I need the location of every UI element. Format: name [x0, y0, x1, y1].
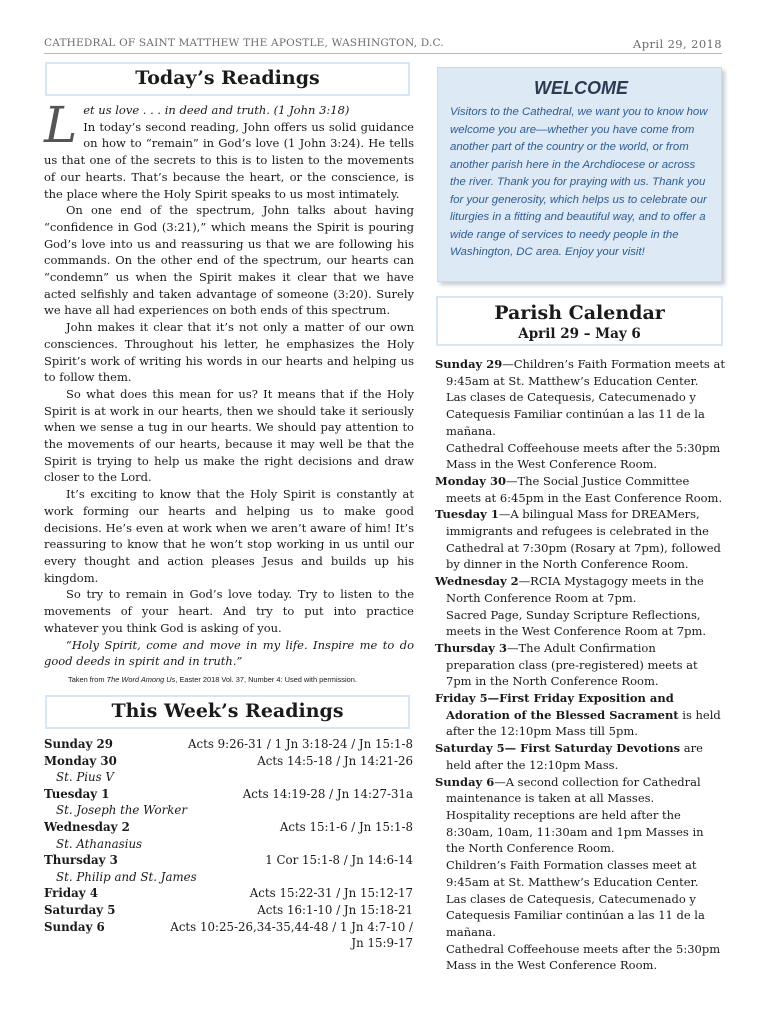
feast-saint: St. Philip and St. James — [56, 869, 197, 884]
credit-publication: The Word Among Us — [106, 674, 176, 684]
reading-day: Saturday 5 — [44, 902, 116, 917]
article-paragraph-5: It’s exciting to know that the Holy Spirit is constantly at work forming our hearts and helping us to make good decisions. He’s even at work when we aren’t aware of him! It’s reassuring to know that he won’t stop working in us until our every thought and action pleases Jesus and builds up his kingdom. — [44, 487, 414, 585]
calendar-entry-sunday-29 — [435, 356, 725, 389]
article-paragraph-2: On one end of the spectrum, John talks about having “confidence in God (3:21),” which means the Spirit is pouring God’s love into us and reassuring us that we are following his commands. On the other end of the spectrum, our hearts can “condemn” us when the Spirit makes it clear that we have acted selfishly and taken advantage of someone (3:20). Surely we have all had experiences on both ends of this spectrum. — [44, 203, 414, 318]
week-readings-heading — [45, 695, 410, 729]
calendar-day: Saturday 5 — [435, 741, 505, 756]
calendar-event-title: — First Saturday Devotions — [504, 741, 681, 756]
reading-citation: Acts 14:5-18 / Jn 14:21-26 — [257, 753, 413, 768]
calendar-day: Thursday 3 — [435, 640, 507, 655]
calendar-entry-monday-30 — [435, 473, 725, 506]
feast-saint: St. Athanasius — [56, 836, 143, 851]
calendar-entry-wednesday-2 — [435, 573, 725, 606]
week-readings-title: This Week’s Readings — [111, 700, 344, 722]
calendar-entry-friday-5 — [435, 690, 725, 740]
credit-text-a: Taken from — [68, 674, 107, 684]
header-rule — [44, 53, 722, 54]
feast-saint: St. Joseph the Worker — [56, 803, 187, 818]
reading-citation: Acts 15:1-6 / Jn 15:1-8 — [279, 819, 413, 834]
reading-day: Friday 4 — [44, 886, 98, 901]
calendar-entry-wednesday-2-cont: Sacred Page, Sunday Scripture Reflections, meets in the West Conference Room at 7pm. — [446, 607, 707, 639]
calendar-entry-sunday-6-cont-2: Children’s Faith Formation classes meet at 9:45am at St. Matthew’s Education Center. — [446, 858, 699, 889]
reading-day: Wednesday 2 — [44, 819, 130, 834]
reading-citation: Acts 14:19-28 / Jn 14:27-31a — [242, 786, 413, 801]
parish-calendar-list — [435, 356, 725, 974]
todays-readings-title: Today’s Readings — [135, 67, 320, 89]
reading-row — [44, 885, 413, 902]
reading-row — [44, 736, 413, 753]
reading-day: Sunday 29 — [44, 737, 113, 751]
closing-prayer: “Holy Spirit, come and move in my life. Inspire me to do good deeds in spirit and in truth.” — [44, 637, 414, 669]
article-credit — [68, 672, 414, 689]
bulletin-date: April 29, 2018 — [633, 37, 722, 51]
credit-text-b: , Easter 2018 Vol. 37, Number 4: Used with permission. — [175, 674, 357, 684]
calendar-day: Sunday 29 — [435, 357, 503, 371]
reading-day: Sunday 6 — [44, 919, 105, 934]
reading-day: Tuesday 1 — [44, 786, 110, 801]
reading-citation: Acts 15:22-31 / Jn 15:12-17 — [249, 886, 413, 901]
article-paragraph-3: John makes it clear that it’s not only a matter of our own consciences. Throughout his letter, he emphasizes the Holy Spirit’s work of writing his words in our hearts and helping us to follow them. — [44, 320, 414, 385]
calendar-entry-saturday-5 — [435, 740, 725, 773]
calendar-entry-tuesday-1 — [435, 506, 725, 573]
drop-cap: L — [44, 96, 78, 154]
welcome-title: WELCOME — [534, 78, 628, 98]
calendar-entry-sunday-6 — [435, 774, 725, 807]
welcome-box — [437, 67, 722, 282]
calendar-text: —The Adult Confirmation preparation class (pre-registered) meets at 7pm in the North Conference Room. — [446, 640, 698, 689]
calendar-text: are held after the 12:10pm Mass. — [446, 741, 703, 772]
reading-citation: Acts 9:26-31 / 1 Jn 3:18-24 / Jn 15:1-8 — [188, 737, 413, 751]
calendar-text: —A second collection for Cathedral maintenance is taken at all Masses. — [446, 774, 701, 806]
parish-calendar-heading — [436, 296, 723, 346]
reading-day: Thursday 3 — [44, 853, 118, 868]
calendar-text: —The Social Justice Committee meets at 6:45pm in the East Conference Room. — [446, 473, 723, 505]
week-readings-table — [44, 736, 413, 952]
feast-saint: St. Pius V — [56, 770, 114, 785]
reading-citation: Acts 10:25-26,34-35,44-48 / 1 Jn 4:7-10 / — [170, 919, 413, 934]
calendar-entry-sunday-29-cont-2: Cathedral Coffeehouse meets after the 5:30pm Mass in the West Conference Room. — [446, 440, 721, 472]
reading-row-cont — [44, 935, 413, 952]
calendar-day: Tuesday 1 — [435, 507, 499, 522]
todays-readings-article — [44, 96, 414, 689]
reading-row — [44, 919, 413, 936]
parish-name: CATHEDRAL OF SAINT MATTHEW THE APOSTLE, WASHINGTON, D.C. — [44, 37, 444, 49]
calendar-entry-sunday-29-cont-1: Las clases de Catequesis, Catecumenado y Catequesis Familiar continúan a las 11 de la mañana. — [446, 390, 705, 438]
calendar-day: Friday 5 — [435, 691, 488, 706]
reading-day: Monday 30 — [44, 753, 117, 768]
calendar-event-title: —First Friday Exposition and Adoration of the Blessed Sacrament — [446, 691, 679, 722]
article-paragraph-4: So what does this mean for us? It means that if the Holy Spirit is at work in our hearts, then we should take it seriously when we sense a tug in our hearts. We should pay attention to the movements of our hearts, because it may well be that the Spirit is trying to help us make the right decisions and draw closer to the Lord. — [44, 386, 414, 485]
reading-row — [44, 852, 413, 869]
calendar-text: —Children’s Faith Formation meets at 9:45am at St. Matthew’s Education Center. — [446, 357, 725, 388]
article-intro — [44, 96, 414, 202]
reading-citation: Acts 16:1-10 / Jn 15:18-21 — [257, 902, 413, 917]
reading-row — [44, 902, 413, 919]
calendar-text: —A bilingual Mass for DREAMers, immigrants and refugees is celebrated in the Cathedral at 7:30pm (Rosary at 7pm), followed by dinner in the North Conference Room. — [446, 507, 721, 572]
calendar-entry-thursday-3 — [435, 640, 725, 690]
calendar-day: Sunday 6 — [435, 774, 495, 789]
intro-quote: et us love . . . in deed and truth. (1 John 3:18) — [83, 103, 350, 117]
page-header — [44, 37, 722, 55]
article-paragraph-6: So try to remain in God’s love today. Try to listen to the movements of your heart. And try to put into practice whatever you think God is asking of you. — [44, 587, 414, 635]
reading-row — [44, 819, 413, 836]
reading-citation: Jn 15:9-17 — [351, 936, 413, 951]
parish-calendar-range: April 29 – May 6 — [518, 326, 641, 342]
welcome-text: Visitors to the Cathedral, we want you to know how welcome you are—whether you have come from another part of the country or the world, or from another parish here in the Archdiocese or across the river. Thank you for praying with us. Thank you for your generosity, which helps us to celebrate our liturgies in a fitting and beautiful way, and to offer a wide range of services to needy people in the Washington, DC area. Enjoy your visit! — [450, 106, 708, 258]
todays-readings-heading — [45, 62, 410, 96]
calendar-entry-sunday-6-cont-3: Las clases de Catequesis, Catecumenado y Catequesis Familiar continúan a las 11 de la mañana. — [446, 891, 705, 939]
calendar-day: Monday 30 — [435, 473, 506, 488]
reading-citation: 1 Cor 15:1-8 / Jn 14:6-14 — [265, 853, 413, 868]
article-paragraph-1: In today’s second reading, John offers us solid guidance on how to “remain” in God’s love (1 John 3:24). He tells us that one of the secrets to this is to listen to the movements of our hearts. That’s because the heart, or the conscience, is the place where the Holy Spirit speaks to us most intimately. — [44, 119, 414, 201]
reading-row — [44, 786, 413, 803]
calendar-text: —RCIA Mystagogy meets in the North Conference Room at 7pm. — [446, 574, 704, 605]
parish-calendar-title: Parish Calendar — [494, 302, 665, 324]
reading-row — [44, 753, 413, 770]
calendar-entry-sunday-6-cont-4: Cathedral Coffeehouse meets after the 5:30pm Mass in the West Conference Room. — [446, 941, 721, 973]
calendar-entry-sunday-6-cont-1: Hospitality receptions are held after the 8:30am, 10am, 11:30am and 1pm Masses in the North Conference Room. — [446, 807, 704, 856]
calendar-day: Wednesday 2 — [435, 574, 519, 589]
calendar-text: is held after the 12:10pm Mass till 5pm. — [446, 707, 721, 739]
